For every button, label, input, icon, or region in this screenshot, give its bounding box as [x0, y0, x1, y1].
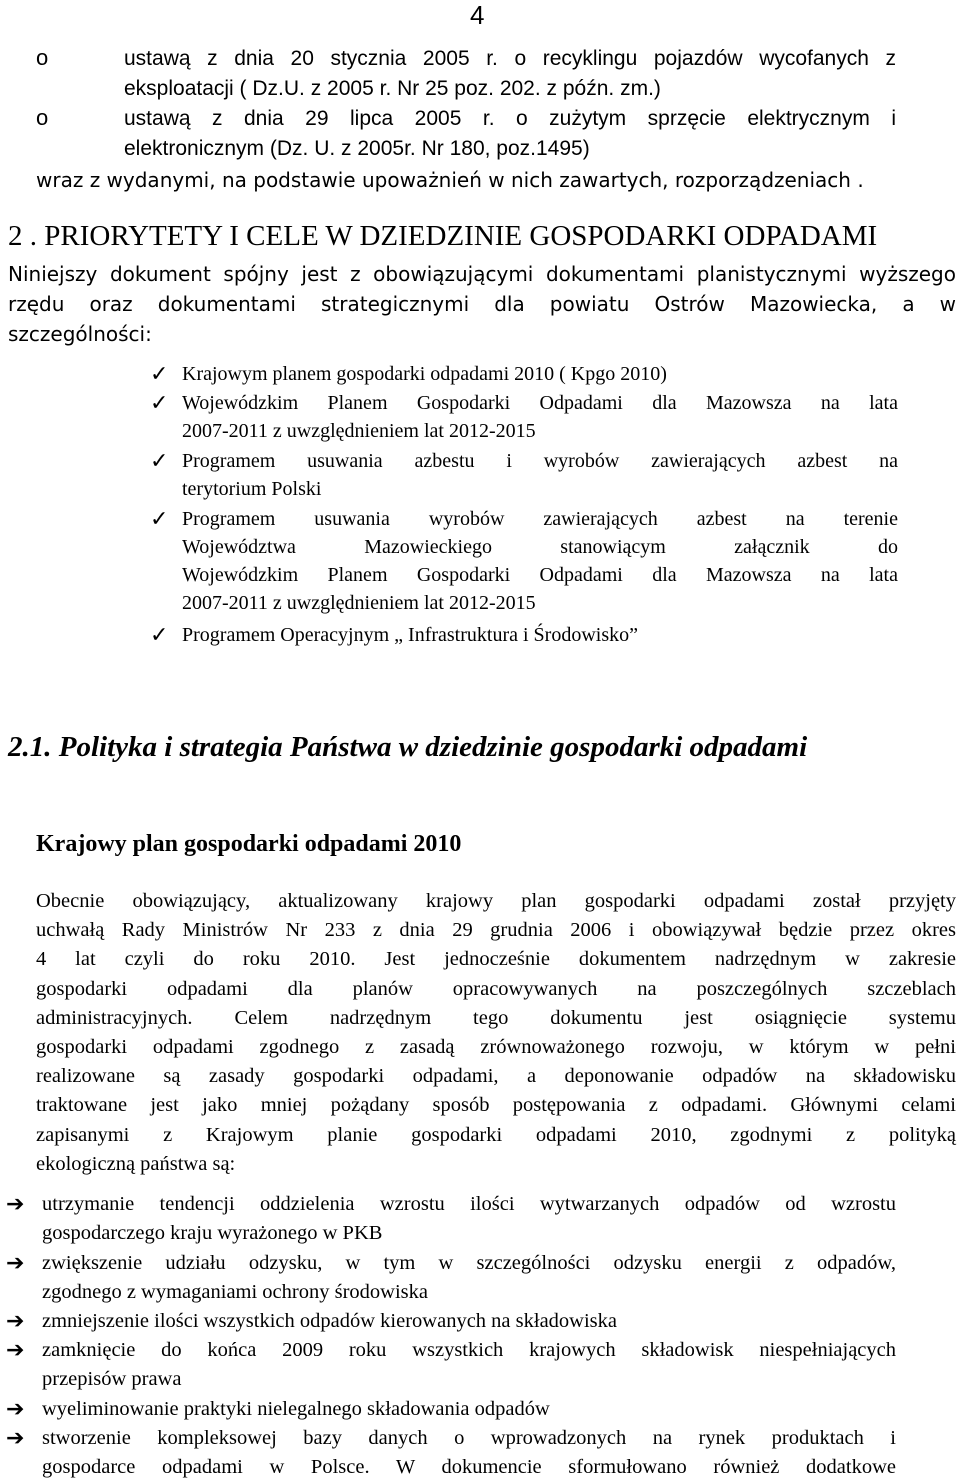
law-item-line: eksploatacji ( Dz.U. z 2005 r. Nr 25 poz. 202. z późn. zm.) — [124, 77, 661, 100]
arrow-right-icon: ➔ — [6, 1191, 25, 1216]
paragraph-line: realizowane są zasady gospodarki odpadami, a deponowanie odpadów na składowisku — [36, 1065, 956, 1088]
paragraph — [36, 887, 956, 1179]
checklist-line: Wojewódzkim Planem Gospodarki Odpadami dla Mazowsza na lata — [182, 564, 898, 586]
intro-line: Niniejszy dokument spójny jest z obowiązującymi dokumentami planistycznymi wyższego — [8, 262, 956, 286]
checklist-line: 2007-2011 z uwzględnieniem lat 2012-2015 — [182, 592, 536, 614]
goal-item — [42, 1190, 896, 1248]
checklist-line: Programem Operacyjnym „ Infrastruktura i Środowisko” — [182, 624, 638, 646]
law-item — [124, 44, 896, 104]
law-item-line: ustawą z dnia 20 stycznia 2005 r. o recyklingu pojazdów wycofanych z — [124, 47, 896, 70]
paragraph-line: ekologiczną państwa są: — [36, 1152, 236, 1175]
section-heading: 2 . PRIORYTETY I CELE W DZIEDZINIE GOSPODARKI ODPADAMI — [8, 220, 878, 252]
paragraph-line: 4 lat czyli do roku 2010. Jest jednocześnie dokumentem nadrzędnym w zakresie — [36, 948, 956, 971]
check-icon: ✓ — [150, 622, 169, 647]
arrow-right-icon: ➔ — [6, 1308, 25, 1333]
arrow-right-icon: ➔ — [6, 1337, 25, 1362]
goal-line: gospodarce odpadami w Polsce. W dokumencie sformułowano również dodatkowe — [42, 1456, 896, 1479]
checklist-line: Programem usuwania wyrobów zawierających azbest na terenie — [182, 508, 898, 530]
paragraph-line: Obecnie obowiązujący, aktualizowany krajowy plan gospodarki odpadami został przyjęty — [36, 890, 956, 912]
paragraph-line: administracyjnych. Celem nadrzędnym tego dokumentu jest osiągnięcie systemu — [36, 1006, 956, 1029]
law-item — [124, 104, 896, 164]
page-number: 4 — [470, 0, 485, 30]
goal-item — [42, 1307, 896, 1336]
goal-line: gospodarczego kraju wyrażonego w PKB — [42, 1222, 383, 1245]
paragraph-line: traktowane jest jako mniej pożądany sposób postępowania z odpadami. Głównymi celami — [36, 1094, 956, 1117]
goal-item — [42, 1336, 896, 1394]
law-item-line: ustawą z dnia 29 lipca 2005 r. o zużytym sprzęcie elektrycznym i — [124, 107, 896, 130]
paragraph-line: gospodarki odpadami dla planów opracowywanych na poszczególnych szczeblach — [36, 977, 956, 1000]
intro-line: szczególności: — [8, 322, 152, 346]
goal-line: utrzymanie tendencji oddzielenia wzrostu ilości wytwarzanych odpadów od wzrostu — [42, 1193, 896, 1215]
law-item-line: elektronicznym (Dz. U. z 2005r. Nr 180, poz.1495) — [124, 137, 590, 160]
section-heading-2-1: 2.1. Polityka i strategia Państwa w dziedzinie gospodarki odpadami — [8, 731, 808, 763]
goal-line: przepisów prawa — [42, 1368, 182, 1391]
checklist-line: Programem usuwania azbestu i wyrobów zawierających azbest na — [182, 450, 898, 472]
check-icon: ✓ — [150, 361, 169, 386]
check-icon: ✓ — [150, 390, 169, 415]
checklist-item — [182, 505, 898, 617]
goal-item — [42, 1395, 896, 1424]
arrow-right-icon: ➔ — [6, 1396, 25, 1421]
goal-line: wyeliminowanie praktyki nielegalnego składowania odpadów — [42, 1398, 550, 1420]
goal-line: stworzenie kompleksowej bazy danych o wprowadzonych na rynek produktach i — [42, 1427, 896, 1449]
intro-line: rzędu oraz dokumentami strategicznymi dla powiatu Ostrów Mazowiecka, a w — [8, 292, 956, 316]
checklist-item — [182, 360, 898, 388]
checklist-item — [182, 447, 898, 503]
checklist-item — [182, 621, 898, 649]
check-icon: ✓ — [150, 506, 169, 531]
goal-line: zmniejszenie ilości wszystkich odpadów kierowanych na składowiska — [42, 1310, 617, 1332]
paragraph-line: uchwałą Rady Ministrów Nr 233 z dnia 29 grudnia 2006 i obowiązywał będzie przez okres — [36, 919, 956, 942]
checklist-line: Krajowym planem gospodarki odpadami 2010 ( Kpgo 2010) — [182, 363, 667, 385]
paragraph-line: gospodarki odpadami zgodnego z zasadą zrównoważonego rozwoju, w którym w pełni — [36, 1036, 956, 1059]
goal-item — [42, 1249, 896, 1307]
section-intro — [8, 259, 956, 349]
list-marker: o — [36, 45, 49, 70]
checklist-line: Wojewódzkim Planem Gospodarki Odpadami dla Mazowsza na lata — [182, 392, 898, 414]
goal-item — [42, 1424, 896, 1482]
checklist-line: terytorium Polski — [182, 478, 322, 500]
arrow-right-icon: ➔ — [6, 1425, 25, 1450]
law-list-closing: wraz z wydanymi, na podstawie upoważnień w nich zawartych, rozporządzeniach . — [36, 168, 864, 192]
checklist-line: 2007-2011 z uwzględnieniem lat 2012-2015 — [182, 420, 536, 442]
arrow-right-icon: ➔ — [6, 1250, 25, 1275]
goal-line: zamknięcie do końca 2009 roku wszystkich krajowych składowisk niespełniających — [42, 1339, 896, 1361]
list-marker: o — [36, 105, 49, 130]
goal-line: zwiększenie udziału odzysku, w tym w szczególności odzysku energii z odpadów, — [42, 1252, 896, 1274]
checklist-item — [182, 389, 898, 445]
check-icon: ✓ — [150, 448, 169, 473]
checklist-line: Województwa Mazowieckiego stanowiącym załącznik do — [182, 536, 898, 558]
paragraph-line: zapisanymi z Krajowym planie gospodarki odpadami 2010, zgodnymi z polityką — [36, 1123, 956, 1146]
goal-line: zgodnego z wymaganiami ochrony środowiska — [42, 1281, 428, 1304]
subheading: Krajowy plan gospodarki odpadami 2010 — [36, 831, 462, 857]
